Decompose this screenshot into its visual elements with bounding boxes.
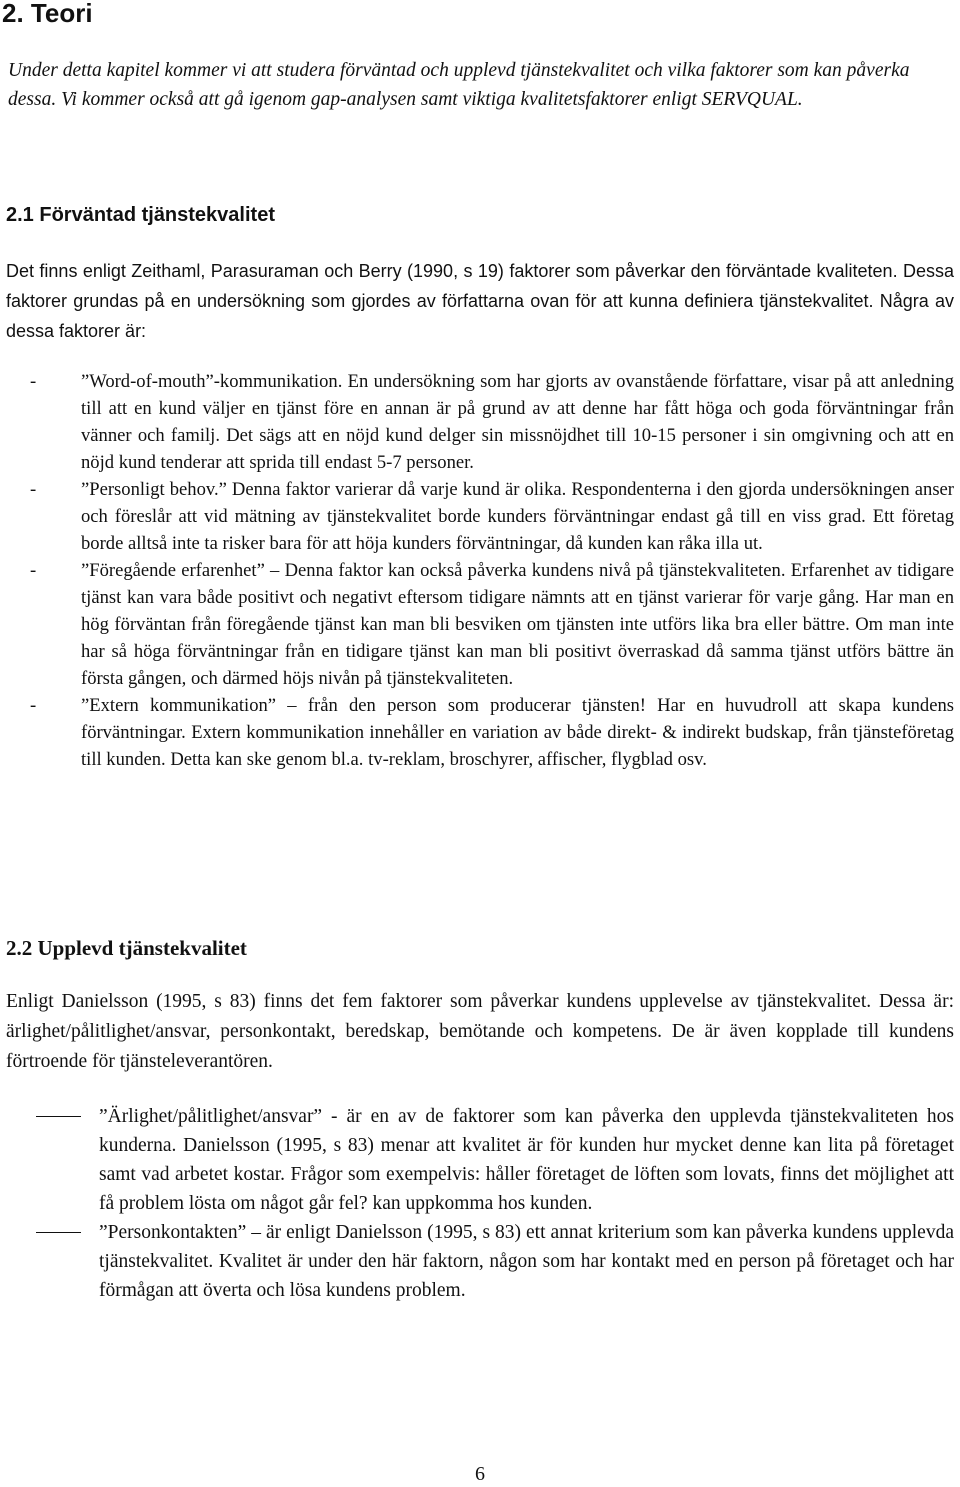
section-heading-2-2: 2.2 Upplevd tjänstekvalitet	[6, 936, 247, 960]
chapter-heading: 2. Teori	[2, 0, 93, 28]
perceived-quality-factor-list	[6, 1102, 954, 1305]
list-item-text: ”Word-of-mouth”-kommunikation. En undersökning som har gjorts av ovanstående författare, visar på att anledning till att en kund väljer en tjänst före en annan är på grund av att denne har fått höga och goda förväntningar från vänner och familj. Det sägs att en nöjd kund delger sin missnöjdhet till 10-15 personer i sin omgivning och att en nöjd kund tenderar att sprida till endast 5-7 personer.	[81, 371, 954, 473]
section-2-1-paragraph: Det finns enligt Zeithaml, Parasuraman och Berry (1990, s 19) faktorer som påverkar den förväntade kvaliteten. Dessa faktorer grundas på en undersökning som gjordes av författarna ovan för att kunna definiera tjänstekvalitet. Några av dessa faktorer är:	[6, 261, 954, 341]
dash-marker: -	[30, 695, 37, 716]
list-item	[6, 1102, 954, 1218]
list-item	[6, 692, 954, 773]
dash-marker: -	[30, 479, 37, 500]
dash-bar-marker	[36, 1116, 81, 1117]
list-item-text: ”Föregående erfarenhet” – Denna faktor kan också påverka kundens nivå på tjänstekvaliteten. Erfarenhet av tidigare tjänst kan vara både positivt och negativt eftersom tidigare nämnts att en tjänst varierar för varje gång. Har man en hög förväntan från föregående tjänst kan man bli besviken om tjänsten inte utförs lika bra eller bättre. Om man inte har så höga förväntningar från en tidigare tjänst kan man bli positivt överraskad då samma tjänst utförs bättre än första gången, och därmed höjs nivån på tjänstekvaliteten.	[81, 560, 954, 689]
list-item	[6, 368, 954, 476]
expected-quality-factor-list	[6, 368, 954, 773]
list-item-text: ”Personkontakten” – är enligt Danielsson (1995, s 83) ett annat kriterium som kan påverka kundens upplevda tjänstekvalitet. Kvalitet är under den här faktorn, någon som har kontakt med en person på företaget och har förmågan att överta och lösa kundens problem.	[99, 1222, 954, 1301]
dash-marker: -	[30, 371, 37, 392]
page-number: 6	[475, 1463, 485, 1485]
dash-bar-marker	[36, 1232, 81, 1233]
list-item-text: ”Ärlighet/pålitlighet/ansvar” - är en av de faktorer som kan påverka den upplevda tjänstekvaliteten hos kunderna. Danielsson (1995, s 83) menar att kvalitet är för kunden hur mycket denne kan lita på företaget samt vad arbetet kostar. Frågor som exempelvis: håller företaget de löften som lovats, finns det möjlighet att få problem lösta om något går fel? kan uppkomma hos kunden.	[99, 1106, 954, 1214]
section-heading-2-1: 2.1 Förväntad tjänstekvalitet	[6, 204, 275, 226]
dash-marker: -	[30, 560, 37, 581]
list-item	[6, 1218, 954, 1305]
chapter-intro: Under detta kapitel kommer vi att studera förväntad och upplevd tjänstekvalitet och vilka faktorer som kan påverka dessa. Vi kommer också att gå igenom gap-analysen samt viktiga kvalitetsfaktorer enligt SERVQUAL.	[8, 60, 910, 110]
list-item	[6, 557, 954, 692]
list-item-text: ”Personligt behov.” Denna faktor varierar då varje kund är olika. Respondenterna i den gjorda undersökningen anser och föreslår att vid mätning av tjänstekvalitet borde kunders förväntningar endast gå till en viss grad. Ett företag borde alltså inte ta risker bara för att höja kunders förväntningar, då kunden kan råka illa ut.	[81, 479, 954, 554]
list-item-text: ”Extern kommunikation” – från den person som producerar tjänsten! Har en huvudroll att skapa kundens förväntningar. Extern kommunikation innehåller en variation av både direkt- & indirekt budskap, från tjänsteföretag till kunden. Detta kan ske genom bl.a. tv-reklam, broschyrer, affischer, flygblad osv.	[81, 695, 954, 770]
section-2-2-paragraph: Enligt Danielsson (1995, s 83) finns det fem faktorer som påverkar kundens upplevelse av tjänstekvalitet. Dessa är: ärlighet/pålitlighet/ansvar, personkontakt, beredskap, bemötande och kompetens. De är även kopplade till kundens förtroende för tjänsteleverantören.	[6, 991, 954, 1072]
list-item	[6, 476, 954, 557]
